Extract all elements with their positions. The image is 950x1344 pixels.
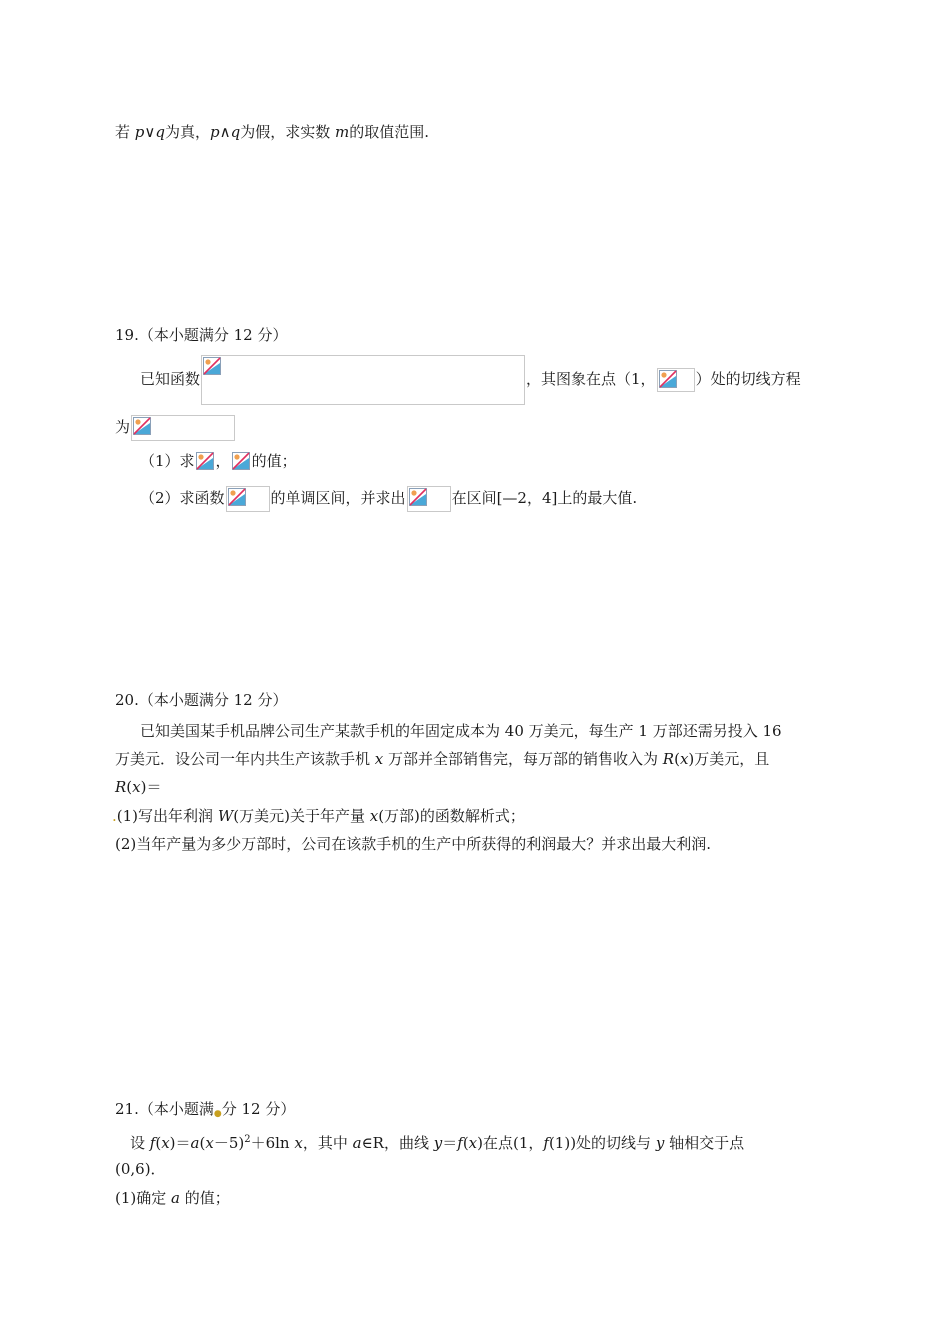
formula-image-placeholder xyxy=(226,486,270,512)
q19-heading: 19.（本小题满分 12 分） xyxy=(115,326,288,344)
q20-statement-line3: R(x)＝ xyxy=(115,778,162,796)
broken-image-icon xyxy=(228,488,246,506)
q21-part1: (1)确定 a 的值； xyxy=(115,1189,230,1207)
q20-part2: (2)当年产量为多少万部时，公司在该款手机的生产中所获得的利润最大？并求出最大利润. xyxy=(115,835,712,853)
q21-statement-line1: 设 $f(x)=a(x-5)^2+6\ln$ x，其中 a∈R，曲线 y＝f(x)在点(1，f(1))处的切线与 y 轴相交于点 xyxy=(130,1134,745,1152)
formula-image-placeholder xyxy=(131,415,235,441)
stray-dot: . xyxy=(112,807,117,825)
broken-image-icon xyxy=(196,452,214,470)
q21-heading: 21.（本小题满●分 12 分） xyxy=(115,1100,296,1119)
stray-dot: ● xyxy=(213,1109,222,1119)
q18-condition: 若 p∨q为真，p∧q为假，求实数 m的取值范围. xyxy=(115,123,429,141)
q19-part2: （2）求函数 的单调区间，并求出 在区间[—2，4]上的最大值. xyxy=(140,485,637,512)
formula-image-placeholder xyxy=(407,486,451,512)
formula-image-placeholder xyxy=(196,452,215,472)
q20-part1: .(1)写出年利润 W(万美元)关于年产量 x(万部)的函数解析式； xyxy=(112,807,525,825)
formula-image-placeholder xyxy=(657,368,695,392)
broken-image-icon xyxy=(659,370,677,388)
broken-image-icon xyxy=(232,452,250,470)
broken-image-icon xyxy=(133,417,151,435)
q20-heading: 20.（本小题满分 12 分） xyxy=(115,691,288,709)
q19-statement-line1: 已知函数 ，其图象在点（1， ）处的切线方程 xyxy=(140,354,801,405)
broken-image-icon xyxy=(203,357,221,375)
q20-statement-line2: 万美元．设公司一年内共生产该款手机 x 万部并全部销售完，每万部的销售收入为 R(x)万美元，且 xyxy=(115,750,770,768)
broken-image-icon xyxy=(409,488,427,506)
formula-image-placeholder xyxy=(232,452,251,472)
q21-statement-line2: (0,6)． xyxy=(115,1160,166,1178)
q20-statement-line1: 已知美国某手机品牌公司生产某款手机的年固定成本为 40 万美元，每生产 1 万部还需另投入 16 xyxy=(140,722,782,740)
q19-part1: （1）求 ， 的值； xyxy=(140,452,297,470)
q19-statement-line2: 为 xyxy=(115,414,236,441)
formula-image-placeholder xyxy=(201,355,525,405)
